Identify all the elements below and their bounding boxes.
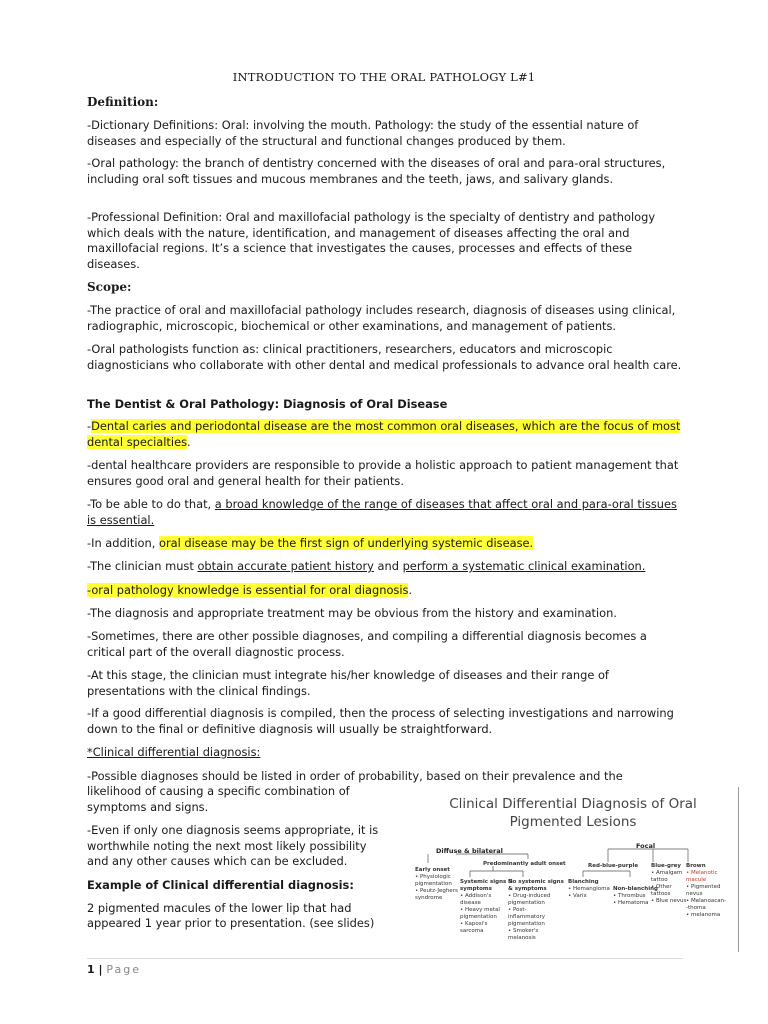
list-item: pigmentation — [415, 881, 452, 887]
scope-paragraph-2: -Oral pathologists function as: clinical practitioners, researchers, educators and microscopic diagnosticians who collaborate with other dental and medical professionals to advance oral health care. — [87, 342, 682, 372]
dentist-paragraph-7: -The diagnosis and appropriate treatment may be obvious from the history and examination. — [87, 606, 617, 620]
list-item: pigmentation — [508, 900, 545, 906]
clinical-paragraph-2a: -Even if only one diagnosis seems appropriate, it is — [87, 823, 379, 837]
list-item: • Varix — [568, 893, 587, 899]
list-item: pigmentation — [508, 921, 545, 927]
focal-label: Focal — [636, 842, 656, 850]
figure-title-line-1: Clinical Differential Diagnosis of Oral — [449, 796, 697, 812]
clinical-paragraph-1a: -Possible diagnoses should be listed in order of probability, based on their prevalence and the — [87, 769, 623, 783]
page-separator: | — [94, 963, 107, 976]
scope-paragraph-1: -The practice of oral and maxillofacial pathology includes research, diagnosis of diseases using clinical, radiographic, microscopic, biochemical or other examinations, and management of patients. — [87, 303, 676, 333]
dentist-paragraph-1 — [87, 419, 687, 450]
dentist-p1-prefix: - — [87, 419, 92, 433]
list-item: syndrome — [415, 895, 443, 901]
definition-paragraph-3: -Professional Definition: Oral and maxillofacial pathology is the specialty of dentistry and pathology which deals with the nature, identification, and management of diseases affecting the oral and maxillofacial regions. It’s a science that investigates the causes, processes and effects of these diseases. — [87, 210, 656, 271]
dentist-paragraph-8: -Sometimes, there are other possible diagnoses, and compiling a differential diagnosis becomes a critical part of the overall diagnostic process. — [87, 629, 647, 659]
systemic-label-line-2: symptoms — [460, 886, 492, 892]
dentist-heading: The Dentist & Oral Pathology: Diagnosis of Oral Disease — [87, 397, 448, 411]
dentist-p3-prefix: -To be able to do that, — [87, 497, 215, 511]
page-footer — [87, 963, 141, 976]
no-systemic-label — [508, 879, 564, 893]
clinical-paragraph-1b: likelihood of causing a specific combination of — [87, 784, 350, 798]
dentist-p4-prefix: -In addition, — [87, 536, 159, 550]
dentist-paragraph-3 — [87, 497, 687, 528]
dentist-paragraph-4 — [87, 536, 687, 552]
underlined-text: a broad knowledge of the range of diseases that affect oral and para-oral tissues is essential. — [87, 497, 677, 527]
definition-paragraph-2: -Oral pathology: the branch of dentistry concerned with the diseases of oral and para-oral structures, including oral soft tissues and mucous membranes and the teeth, jaws, and salivary glands. — [87, 156, 666, 186]
systemic-label — [460, 879, 513, 893]
list-item: • Amalgam — [651, 870, 683, 876]
clinical-paragraph-2c: and any other causes which can be excluded. — [87, 854, 348, 868]
list-item: • Hemangioma — [568, 886, 610, 892]
non-blanching-label: Non-blanching — [613, 886, 658, 892]
list-item: • Pigmented — [686, 884, 721, 890]
list-item: • Hematoma — [613, 900, 649, 906]
list-item: melanosis — [508, 935, 536, 941]
highlight-text: Dental caries and periodontal disease are the most common oral diseases, which are the focus of most dental specialties — [87, 419, 681, 449]
dentist-p5-prefix: -The clinician must — [87, 559, 198, 573]
list-item: • Post- — [508, 907, 527, 913]
systemic-list — [460, 893, 500, 935]
list-item: • Peutz-Jeghers — [415, 888, 458, 894]
clinical-heading: *Clinical differential diagnosis: — [87, 745, 261, 759]
definition-heading: Definition: — [87, 95, 159, 109]
early-onset-label: Early onset — [415, 867, 450, 873]
blanching-label: Blanching — [568, 879, 599, 885]
early-onset-list — [415, 874, 458, 902]
adult-onset-label: Predominantly adult onset — [483, 861, 566, 867]
underlined-text: perform a systematic clinical examination. — [402, 559, 646, 573]
brown-label: Brown — [686, 863, 706, 869]
list-item: • Melanoacan- — [686, 898, 727, 904]
list-item: • Kaposi's — [460, 921, 488, 927]
list-item: • Melanotic — [686, 870, 718, 876]
no-systemic-list — [508, 893, 550, 942]
list-item: disease — [460, 900, 481, 906]
list-item: • Physiologic — [415, 874, 451, 880]
list-item: • Thrombus — [613, 893, 646, 899]
list-item: • melanoma — [686, 912, 721, 918]
footer-divider — [87, 958, 683, 959]
scope-heading: Scope: — [87, 280, 132, 294]
blue-grey-list — [651, 870, 686, 905]
underlined-text: obtain accurate patient history — [197, 559, 374, 573]
page-word: Page — [106, 963, 141, 976]
list-item: • Other — [651, 884, 672, 890]
diffuse-label: Diffuse & bilateral — [436, 847, 503, 855]
definition-paragraph-1: -Dictionary Definitions: Oral: involving the mouth. Pathology: the study of the essential nature of diseases and especially of the structural and functional changes produced by them. — [87, 118, 639, 148]
no-systemic-label-line-2: & symptoms — [508, 886, 547, 892]
list-item: sarcoma — [460, 928, 484, 934]
dentist-paragraph-5 — [87, 559, 687, 575]
list-item: • Addison's — [460, 893, 492, 899]
list-item: -thoma — [686, 905, 706, 911]
dentist-paragraph-6 — [87, 583, 687, 599]
no-systemic-label-line-1: No systemic signs — [508, 879, 564, 885]
dentist-paragraph-10: -If a good differential diagnosis is compiled, then the process of selecting investigations and narrowing down to the final or definitive diagnosis will usually be straightforward. — [87, 706, 674, 736]
brown-list — [686, 870, 726, 919]
list-item: • Drug-induced — [508, 893, 551, 899]
highlight-text: oral disease may be the first sign of underlying systemic disease. — [158, 536, 534, 550]
example-heading: Example of Clinical differential diagnosis: — [87, 878, 354, 892]
list-item: nevus — [686, 891, 703, 897]
red-blue-purple-label: Red-blue-purple — [588, 863, 639, 869]
dentist-paragraph-2: -dental healthcare providers are responsible to provide a holistic approach to patient management that ensures good oral and general health for their patients. — [87, 458, 679, 488]
page-number: 1 — [87, 963, 95, 976]
example-paragraph-a: 2 pigmented macules of the lower lip that had — [87, 901, 352, 915]
figure-title-line-2: Pigmented Lesions — [509, 814, 637, 830]
dentist-p5-mid: and — [373, 559, 403, 573]
list-item: • Smoker's — [508, 928, 539, 934]
clinical-paragraph-1c: symptoms and signs. — [87, 800, 209, 814]
blanching-list — [568, 886, 610, 900]
list-item: • Blue nevus — [651, 898, 687, 904]
list-item: • Heavy metal — [460, 907, 500, 913]
highlight-text: -oral pathology knowledge is essential for oral diagnosis — [87, 583, 409, 597]
clinical-paragraph-2b: worthwhile noting the next most likely possibility — [87, 839, 367, 853]
list-item: tattoo — [651, 877, 668, 883]
dentist-p6-suffix: . — [408, 583, 413, 597]
list-item: macule — [686, 877, 707, 883]
systemic-label-line-1: Systemic signs & — [460, 879, 513, 885]
figure-edge-divider — [738, 787, 739, 952]
list-item: pigmentation — [460, 914, 497, 920]
dentist-p1-suffix: . — [187, 434, 191, 449]
non-blanching-list — [613, 893, 649, 907]
blue-grey-label: Blue-grey — [651, 863, 681, 869]
list-item: inflammatory — [508, 914, 545, 920]
example-paragraph-b: appeared 1 year prior to presentation. (see slides) — [87, 916, 375, 930]
document-title: INTRODUCTION TO THE ORAL PATHOLOGY L#1 — [232, 70, 536, 84]
pigmented-lesions-diagram — [408, 787, 738, 962]
dentist-paragraph-9: -At this stage, the clinician must integrate his/her knowledge of diseases and their range of presentations with the clinical findings. — [87, 668, 609, 698]
list-item: tattoos — [651, 891, 671, 897]
